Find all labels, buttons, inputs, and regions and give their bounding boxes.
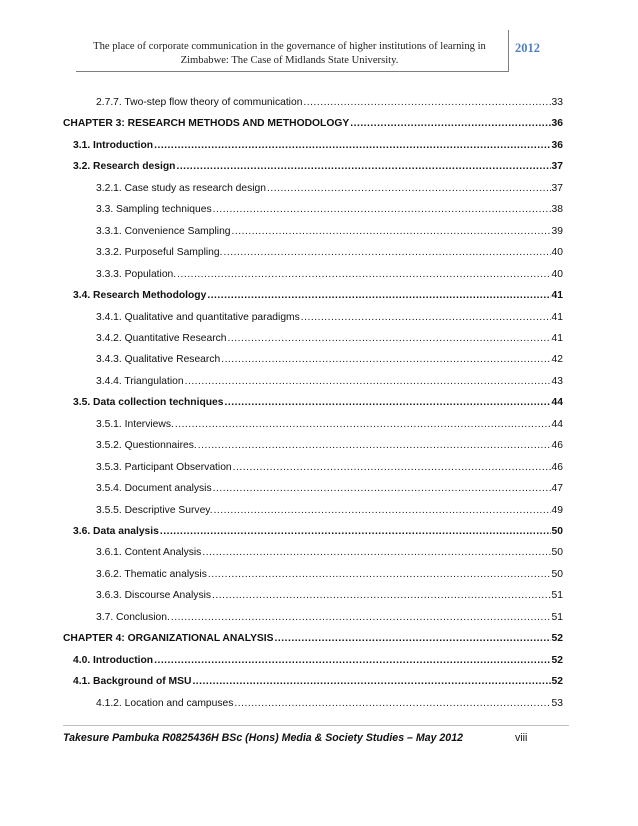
- toc-entry-page: 52: [551, 633, 563, 645]
- toc-entry[interactable]: [73, 654, 563, 668]
- toc-leader-dots: [176, 160, 550, 174]
- header-title: The place of corporate communication in the governance of higher institutions of learning in Zimbabwe: The Case of Midlands State University.: [93, 41, 486, 66]
- toc-entry-label: 3.2.1. Case study as research design: [96, 182, 266, 194]
- toc-entry-page: 44: [551, 418, 563, 430]
- toc-entry-page: 52: [551, 654, 563, 666]
- toc-leader-dots: [207, 289, 550, 303]
- toc-entry-label: 4.1.2. Location and campuses: [96, 697, 234, 709]
- toc-leader-dots: [275, 632, 551, 646]
- toc-entry[interactable]: [96, 203, 563, 217]
- toc-entry-page: 50: [551, 568, 563, 580]
- toc-entry[interactable]: [96, 246, 563, 260]
- toc-leader-dots: [154, 654, 550, 668]
- toc-entry-label: 3.4.4. Triangulation: [96, 375, 184, 387]
- toc-leader-dots: [202, 546, 550, 560]
- toc-entry-page: 51: [551, 611, 563, 623]
- toc-leader-dots: [177, 268, 550, 282]
- toc-leader-dots: [233, 461, 551, 475]
- toc-entry-label: 3.5.2. Questionnaires.: [96, 440, 197, 452]
- toc-entry-label: 3.6.3. Discourse Analysis: [96, 590, 212, 602]
- toc-entry-page: 38: [551, 204, 563, 216]
- toc-leader-dots: [171, 611, 551, 625]
- toc-entry-page: 43: [551, 375, 563, 387]
- toc-leader-dots: [267, 182, 551, 196]
- toc-entry-label: 3.3.2. Purposeful Sampling.: [96, 247, 223, 259]
- toc-entry-page: 36: [551, 139, 563, 151]
- toc-entry-label: 3.7. Conclusion.: [96, 611, 170, 623]
- toc-entry[interactable]: [96, 353, 563, 367]
- toc-entry-label: 3.4.1. Qualitative and quantitative paradigms: [96, 311, 300, 323]
- toc-leader-dots: [213, 482, 551, 496]
- toc-entry-label: 3.1. Introduction: [73, 139, 154, 151]
- toc-entry[interactable]: [96, 546, 563, 560]
- toc-leader-dots: [192, 675, 550, 689]
- toc-entry-label: 3.6. Data analysis: [73, 526, 159, 537]
- toc-entry-page: 44: [551, 397, 563, 409]
- toc-leader-dots: [225, 396, 551, 410]
- toc-entry-label: 3.2. Research design: [73, 161, 176, 173]
- page-header: [76, 30, 572, 72]
- toc-entry[interactable]: [63, 632, 563, 646]
- toc-entry[interactable]: [73, 139, 563, 153]
- toc-entry[interactable]: [96, 182, 563, 196]
- toc-entry[interactable]: [73, 396, 563, 410]
- toc-entry-page: 33: [551, 97, 563, 108]
- toc-entry-page: 41: [551, 311, 563, 323]
- toc-entry-page: 51: [551, 590, 563, 602]
- toc-entry-label: 3.5.5. Descriptive Survey.: [96, 504, 213, 516]
- toc-leader-dots: [224, 246, 551, 260]
- toc-entry-page: 41: [551, 332, 563, 344]
- toc-entry-label: 3.3.3. Population.: [96, 268, 177, 280]
- toc-entry[interactable]: [73, 675, 563, 689]
- toc-entry-page: 52: [551, 676, 563, 688]
- toc-entry-page: 41: [551, 290, 563, 302]
- toc-entry[interactable]: [96, 311, 563, 325]
- toc-leader-dots: [208, 568, 551, 582]
- toc-entry-label: CHAPTER 4: ORGANIZATIONAL ANALYSIS: [63, 633, 274, 645]
- toc-entry[interactable]: [96, 611, 563, 625]
- toc-entry-label: 4.0. Introduction: [73, 654, 154, 666]
- toc-entry-label: 3.3.1. Convenience Sampling: [96, 225, 231, 237]
- toc-entry-label: 3.5.1. Interviews.: [96, 418, 174, 430]
- toc-leader-dots: [213, 203, 551, 217]
- toc-entry-label: 3.6.2. Thematic analysis: [96, 568, 207, 580]
- toc-entry-page: 37: [551, 182, 563, 194]
- toc-entry-page: 36: [551, 118, 563, 130]
- toc-entry-label: 3.6.1. Content Analysis: [96, 547, 202, 559]
- toc-entry[interactable]: [96, 332, 563, 346]
- toc-entry[interactable]: [96, 96, 563, 110]
- toc-entry-label: CHAPTER 3: RESEARCH METHODS AND METHODOLOGY: [63, 118, 350, 130]
- toc-entry[interactable]: [96, 697, 563, 711]
- toc-entry-page: 46: [551, 461, 563, 473]
- toc-entry[interactable]: [73, 160, 563, 174]
- header-year: 2012: [515, 41, 540, 55]
- toc-leader-dots: [301, 311, 551, 325]
- toc-entry-label: 3.3. Sampling techniques: [96, 204, 212, 216]
- toc-leader-dots: [214, 504, 551, 518]
- toc-entry-page: 46: [551, 440, 563, 452]
- toc-leader-dots: [154, 139, 550, 153]
- toc-entry[interactable]: [96, 461, 563, 475]
- footer-text: Takesure Pambuka R0825436H BSc (Hons) Media & Society Studies – May 2012: [63, 732, 463, 744]
- toc-entry[interactable]: [96, 439, 563, 453]
- toc-entry[interactable]: [96, 418, 563, 432]
- toc-entry[interactable]: [63, 117, 563, 131]
- toc-entry[interactable]: [96, 375, 563, 389]
- toc-entry-label: 3.5.3. Participant Observation: [96, 461, 232, 473]
- toc-entry-label: 3.4. Research Methodology: [73, 290, 207, 302]
- toc-leader-dots: [175, 418, 551, 432]
- toc-entry-page: 40: [551, 247, 563, 259]
- toc-entry[interactable]: [96, 225, 563, 239]
- toc-entry-page: 50: [551, 547, 563, 559]
- toc-entry-page: 47: [551, 483, 563, 495]
- toc-leader-dots: [160, 525, 551, 539]
- toc-entry[interactable]: [96, 268, 563, 282]
- toc-leader-dots: [212, 589, 550, 603]
- toc-leader-dots: [232, 225, 551, 239]
- toc-leader-dots: [198, 439, 551, 453]
- toc-leader-dots: [221, 353, 550, 367]
- toc-leader-dots: [234, 697, 550, 711]
- toc-entry-page: 49: [551, 504, 563, 516]
- toc-entry-page: 39: [551, 225, 563, 237]
- toc-entry-label: 3.4.2. Quantitative Research: [96, 332, 227, 344]
- footer-page-number: viii: [515, 732, 528, 744]
- toc-leader-dots: [228, 332, 551, 346]
- toc-entry[interactable]: [73, 525, 563, 539]
- toc-entry[interactable]: [96, 504, 563, 518]
- toc-entry-page: 42: [551, 354, 563, 366]
- toc-entry[interactable]: [73, 289, 563, 303]
- toc-entry-page: 53: [551, 697, 563, 709]
- toc-leader-dots: [303, 96, 550, 110]
- header-separator: [508, 30, 509, 72]
- toc-entry-label: 4.1. Background of MSU: [73, 676, 192, 688]
- toc-entry-label: 3.5. Data collection techniques: [73, 397, 224, 409]
- toc-entry-label: 2.7.7. Two-step flow theory of communication: [96, 97, 303, 108]
- toc-entry-page: 40: [551, 268, 563, 280]
- toc-entry-page: 50: [551, 526, 563, 537]
- header-rule: [76, 71, 508, 72]
- toc-entry-label: 3.4.3. Qualitative Research: [96, 354, 221, 366]
- toc-entry[interactable]: [96, 482, 563, 496]
- toc-leader-dots: [185, 375, 551, 389]
- toc-entry-label: 3.5.4. Document analysis: [96, 483, 212, 495]
- toc-entry-page: 37: [551, 161, 563, 173]
- toc-leader-dots: [350, 117, 550, 131]
- toc-entry[interactable]: [96, 568, 563, 582]
- footer-rule: [63, 725, 569, 726]
- toc-entry[interactable]: [96, 589, 563, 603]
